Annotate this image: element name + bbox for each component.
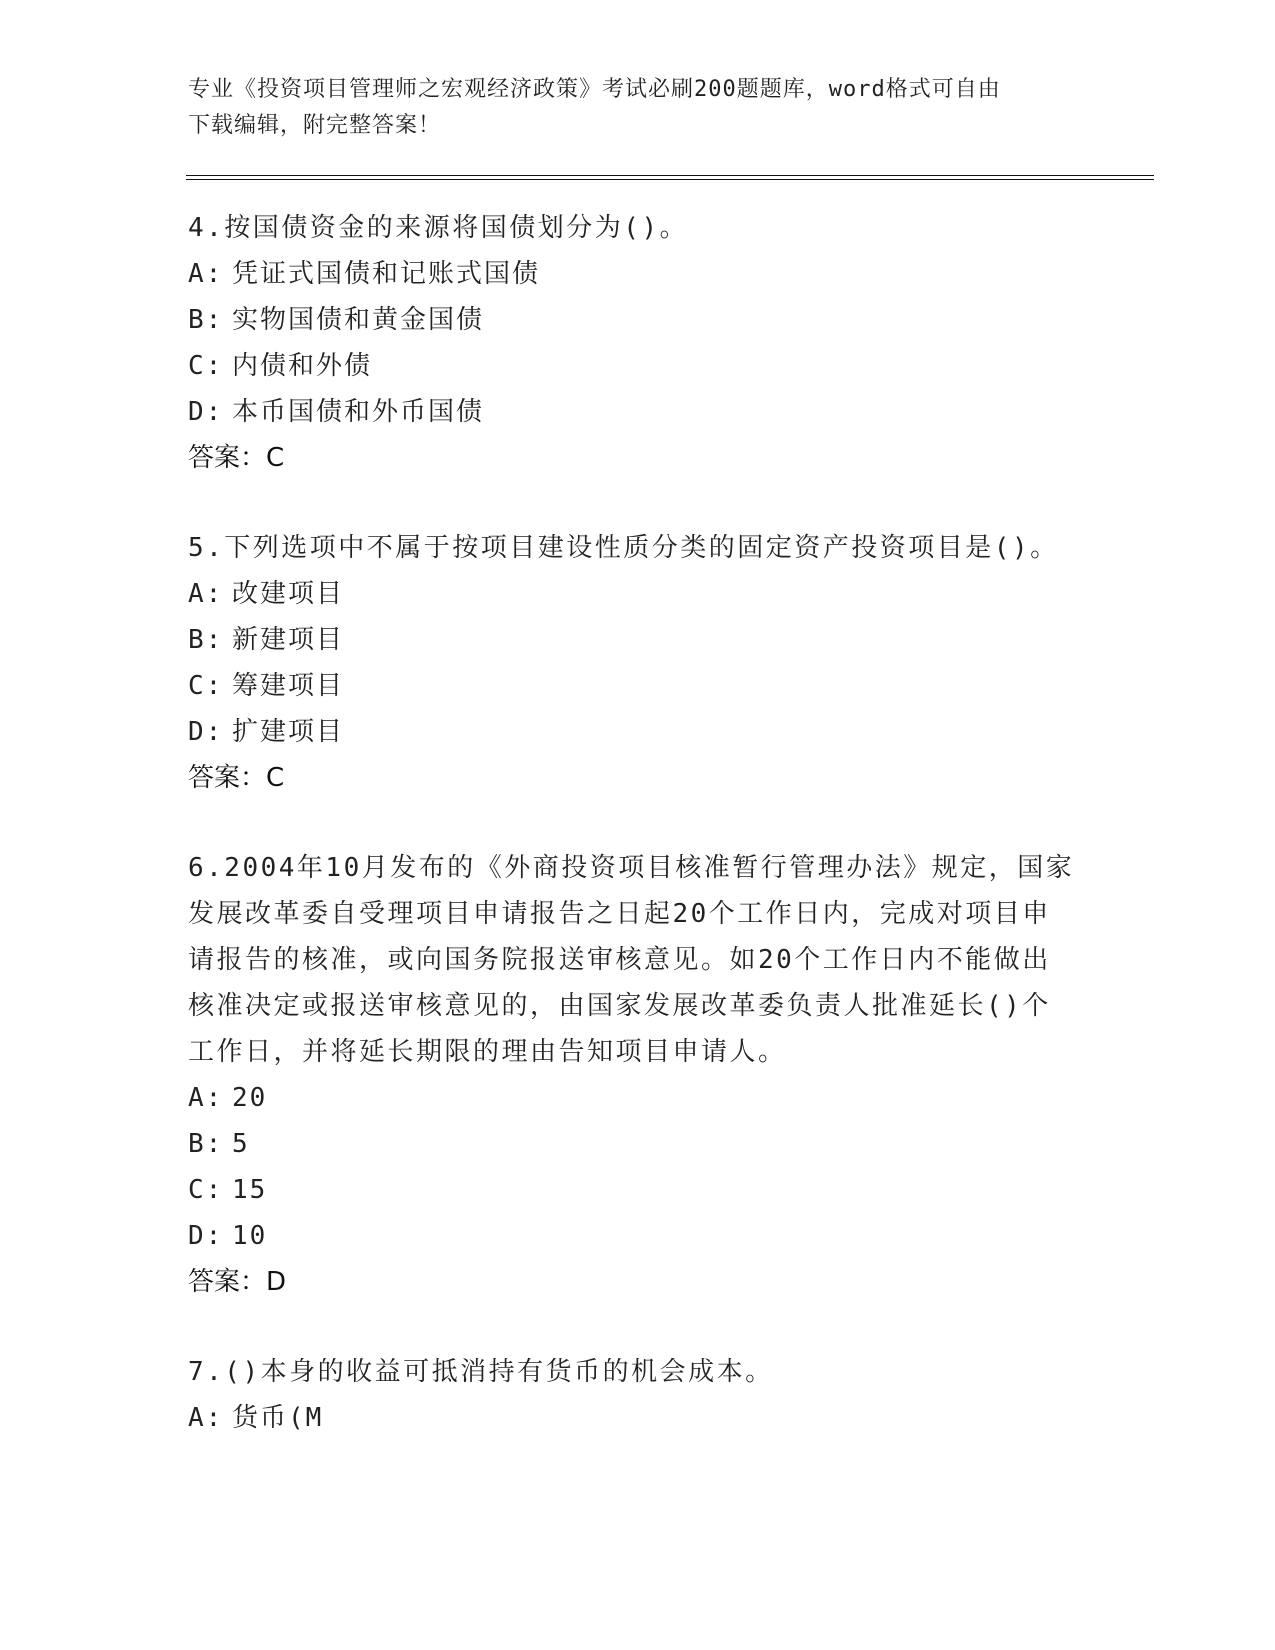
answer-text: 答案：C: [188, 443, 285, 473]
option-letter: B:: [188, 625, 224, 655]
option-d: [188, 1213, 1088, 1259]
option-letter: B:: [188, 1129, 224, 1159]
option-letter: C:: [188, 351, 224, 381]
option-letter: B:: [188, 305, 224, 335]
question-stem: 7.()本身的收益可抵消持有货币的机会成本。: [188, 1357, 774, 1387]
header-title-line-1: 专业《投资项目管理师之宏观经济政策》考试必刷200题题库，word格式可自由: [188, 77, 1001, 102]
option-text: 新建项目: [232, 625, 345, 655]
question-stem: 4.按国债资金的来源将国债划分为()。: [188, 213, 689, 243]
option-text: 实物国债和黄金国债: [232, 305, 485, 335]
question-stem-line: 发展改革委自受理项目申请报告之日起20个工作日内，完成对项目申: [188, 899, 1051, 929]
option-a: [188, 1395, 1088, 1441]
option-letter: C:: [188, 671, 224, 701]
option-a: [188, 1075, 1088, 1121]
option-text: 改建项目: [232, 579, 345, 609]
header-divider: [186, 175, 1154, 180]
option-text: 本币国债和外币国债: [232, 397, 485, 427]
option-d: [188, 389, 1088, 435]
option-letter: D:: [188, 717, 224, 747]
option-b: [188, 297, 1088, 343]
header-title-line-2: 下载编辑，附完整答案！: [188, 113, 442, 138]
option-text: 货币(M: [232, 1403, 324, 1433]
question-list: [188, 205, 1088, 1485]
option-c: [188, 343, 1088, 389]
option-text: 5: [232, 1129, 250, 1159]
option-letter: A:: [188, 579, 224, 609]
option-text: 凭证式国债和记账式国债: [232, 259, 541, 289]
option-letter: A:: [188, 259, 224, 289]
question-7: [188, 1349, 1088, 1441]
option-text: 筹建项目: [232, 671, 345, 701]
option-letter: D:: [188, 1221, 224, 1251]
option-a: [188, 251, 1088, 297]
question-6: [188, 845, 1088, 1305]
option-b: [188, 1121, 1088, 1167]
option-letter: D:: [188, 397, 224, 427]
option-d: [188, 709, 1088, 755]
option-letter: C:: [188, 1175, 224, 1205]
option-letter: A:: [188, 1083, 224, 1113]
question-stem: 5.下列选项中不属于按项目建设性质分类的固定资产投资项目是()。: [188, 533, 1059, 563]
option-text: 内债和外债: [232, 351, 373, 381]
option-letter: A:: [188, 1403, 224, 1433]
document-header: [188, 72, 1088, 144]
option-b: [188, 617, 1088, 663]
question-stem-line: 核准决定或报送审核意见的，由国家发展改革委负责人批准延长()个: [188, 991, 1051, 1021]
answer-text: 答案：C: [188, 763, 285, 793]
option-c: [188, 663, 1088, 709]
option-text: 15: [232, 1175, 268, 1205]
question-stem-line: 工作日，并将延长期限的理由告知项目申请人。: [188, 1037, 787, 1067]
question-stem-line: 6.2004年10月发布的《外商投资项目核准暂行管理办法》规定，国家: [188, 853, 1075, 883]
question-4: [188, 205, 1088, 481]
option-a: [188, 571, 1088, 617]
question-stem-line: 请报告的核准，或向国务院报送审核意见。如20个工作日内不能做出: [188, 945, 1051, 975]
answer-text: 答案：D: [188, 1267, 287, 1297]
question-5: [188, 525, 1088, 801]
option-text: 扩建项目: [232, 717, 345, 747]
option-c: [188, 1167, 1088, 1213]
option-text: 20: [232, 1083, 268, 1113]
option-text: 10: [232, 1221, 268, 1251]
